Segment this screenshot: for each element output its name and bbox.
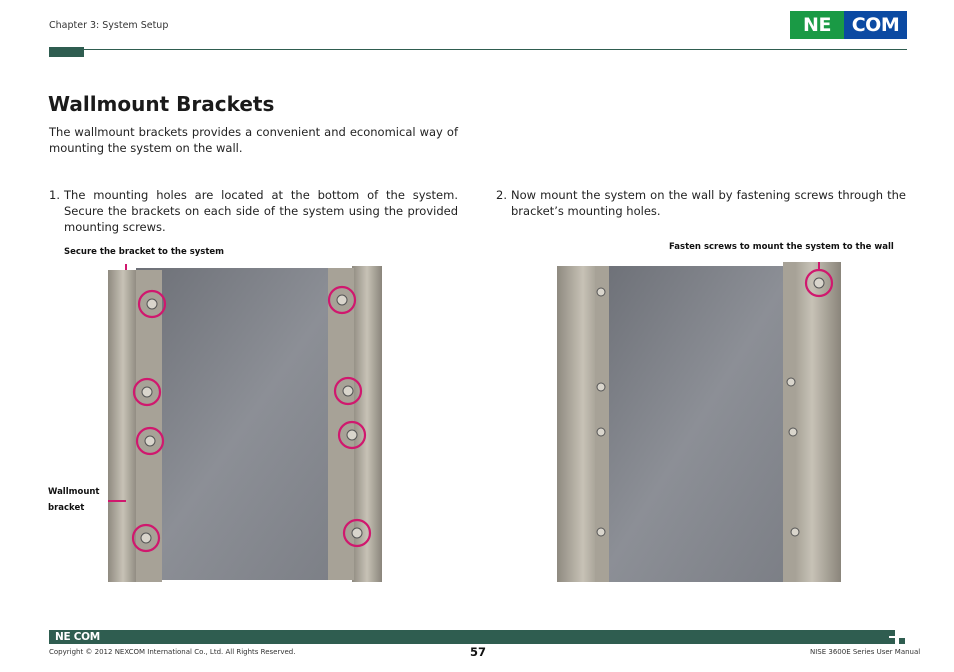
footer-squares-icon (889, 630, 907, 644)
caption-wallmount-line2: bracket (48, 503, 85, 513)
step-2-text: Now mount the system on the wall by fastening screws through the bracket’s mounting holes. (511, 188, 906, 218)
photo-wall-mount (555, 262, 845, 587)
footer-bar (49, 630, 907, 644)
footer-manual-title: NISE 3600E Series User Manual (810, 648, 921, 656)
caption-fasten-screws: Fasten screws to mount the system to the wall (669, 242, 894, 252)
nexcom-logo (790, 11, 907, 39)
page-number: 57 (470, 645, 487, 659)
footer-copyright: Copyright © 2012 NEXCOM International Co., Ltd. All Rights Reserved. (49, 648, 296, 656)
footer-logo: NE COM (55, 631, 100, 643)
photo-bracket-secure (100, 258, 410, 588)
step-2 (496, 187, 906, 219)
step-2-number: 2. (496, 188, 507, 202)
caption-wallmount-line1: Wallmount (48, 487, 100, 497)
page-title: Wallmount Brackets (48, 92, 275, 116)
step-1-text: The mounting holes are located at the bottom of the system. Secure the brackets on each side of the system using the provided mounting screws. (64, 188, 458, 234)
caption-secure-bracket: Secure the bracket to the system (64, 247, 225, 257)
logo-right-part: COM (844, 11, 907, 39)
step-1 (49, 187, 458, 235)
caption-wallmount-bracket (48, 484, 100, 516)
logo-left-part: NE (790, 11, 844, 39)
chapter-label: Chapter 3: System Setup (49, 20, 169, 31)
step-1-number: 1. (49, 188, 60, 202)
header-accent-block (49, 47, 84, 57)
intro-paragraph: The wallmount brackets provides a convenient and economical way of mounting the system on the wall. (49, 125, 458, 155)
header-divider (49, 49, 907, 50)
